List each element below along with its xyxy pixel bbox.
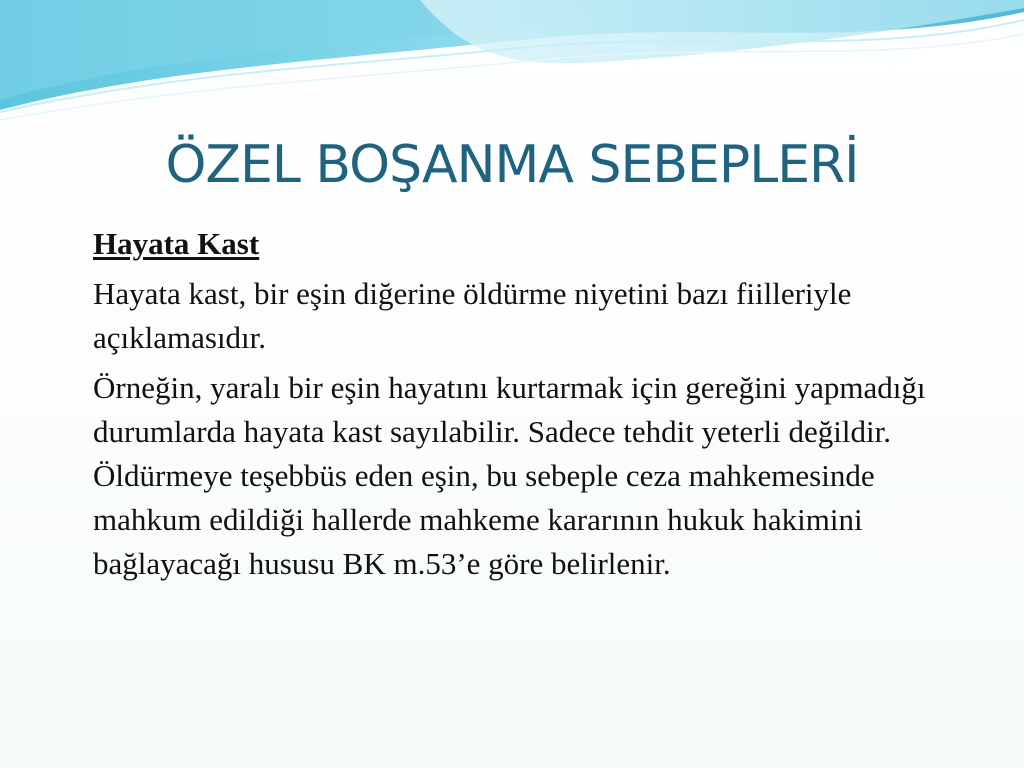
decorative-wave-banner bbox=[0, 0, 1024, 130]
body-paragraph-example: Örneğin, yaralı bir eşin hayatını kurtarmak için gereğini yapmadığı durumlarda hayata kast sayılabilir. Sadece tehdit yeterli değildir. Öldürmeye teşebbüs eden eşin, bu sebeple ceza mahkemesinde mahkum edildiği hallerde mahkeme kararının hukuk hakimini bağlayacağı hususu BK m.53’e göre belirlenir. bbox=[93, 370, 926, 581]
body-paragraph-definition: Hayata kast, bir eşin diğerine öldürme niyetini bazı fiilleriyle açıklamasıdır. bbox=[93, 276, 852, 355]
section-heading: Hayata Kast bbox=[93, 226, 260, 261]
slide-title: ÖZEL BOŞANMA SEBEPLERİ bbox=[165, 135, 859, 195]
slide-body bbox=[93, 222, 973, 592]
